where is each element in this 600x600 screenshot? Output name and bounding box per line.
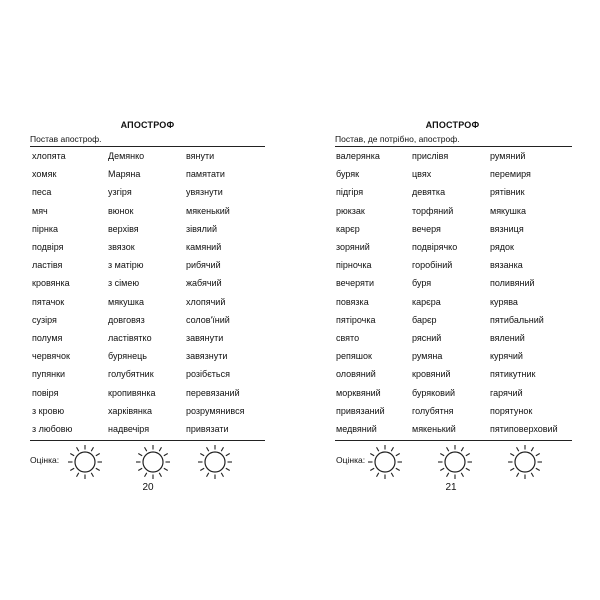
word-item: повіря bbox=[32, 387, 59, 398]
word-item: свято bbox=[336, 333, 360, 343]
word-item: рясний bbox=[412, 333, 442, 343]
word-item: хлопячий bbox=[186, 296, 226, 307]
word-item: солов'їний bbox=[186, 314, 230, 325]
word-item: пятибальний bbox=[490, 314, 544, 325]
word-item: румяна bbox=[412, 351, 443, 362]
word-item: кровяний bbox=[412, 369, 451, 380]
word-item: ластівя bbox=[32, 260, 63, 271]
word-item: пірночка bbox=[336, 260, 372, 271]
page-title: АПОСТРОФ bbox=[120, 120, 175, 130]
word-item: привязати bbox=[186, 424, 229, 434]
word-item: репяшок bbox=[336, 351, 372, 362]
word-item: надвечіря bbox=[108, 424, 150, 434]
word-item: кровянка bbox=[32, 278, 70, 289]
word-item: подвіря bbox=[32, 242, 64, 252]
word-item: барєр bbox=[412, 314, 437, 325]
word-item: буря bbox=[412, 278, 432, 289]
word-item: хомяк bbox=[32, 169, 57, 180]
word-item: вюнок bbox=[108, 205, 134, 216]
word-item: подвірячко bbox=[412, 242, 458, 252]
word-item: вечеря bbox=[412, 223, 441, 234]
word-item: мякушка bbox=[108, 296, 144, 307]
word-item: завязнути bbox=[186, 351, 228, 362]
word-item: верхівя bbox=[108, 223, 139, 234]
bottom-divider bbox=[335, 440, 572, 441]
word-item: прислівя bbox=[412, 151, 449, 161]
word-item: зівялий bbox=[186, 223, 217, 234]
word-item: буряковий bbox=[412, 387, 456, 398]
word-item: рядок bbox=[490, 242, 514, 252]
sun-icon bbox=[506, 443, 544, 481]
page-number: 21 bbox=[445, 482, 457, 493]
word-item: увязнути bbox=[186, 187, 223, 198]
word-item: горобіний bbox=[412, 260, 453, 271]
word-item: підгіря bbox=[336, 187, 364, 198]
word-item: торфяний bbox=[412, 205, 454, 216]
word-item: песа bbox=[32, 187, 52, 198]
word-item: сузіря bbox=[32, 314, 57, 325]
word-item: розібється bbox=[186, 369, 230, 380]
word-item: Маряна bbox=[108, 169, 141, 180]
word-item: голубятник bbox=[108, 369, 154, 380]
word-item: валерянка bbox=[336, 151, 380, 161]
word-item: рятівник bbox=[490, 187, 525, 198]
word-item: порятунок bbox=[490, 405, 533, 416]
page-title: АПОСТРОФ bbox=[425, 120, 480, 130]
word-item: пятачок bbox=[32, 296, 65, 307]
word-item: пятиповерховий bbox=[490, 424, 558, 434]
word-item: пупянки bbox=[32, 369, 66, 380]
sun-icon bbox=[366, 443, 404, 481]
word-item: Демянко bbox=[108, 151, 145, 161]
word-item: завянути bbox=[186, 333, 224, 343]
word-item: червячок bbox=[32, 351, 70, 362]
word-item: довговяз bbox=[108, 314, 145, 325]
word-item: рибячий bbox=[186, 260, 221, 271]
word-item: вянути bbox=[186, 151, 215, 161]
word-item: з любовю bbox=[32, 424, 73, 434]
word-item: мяч bbox=[32, 205, 48, 216]
word-item: з сімею bbox=[108, 278, 140, 289]
word-item: звязок bbox=[108, 242, 135, 252]
word-item: повязка bbox=[336, 296, 369, 307]
score-label: Оцінка: bbox=[30, 455, 60, 465]
top-divider bbox=[30, 146, 265, 147]
word-item: вязниця bbox=[490, 223, 524, 234]
word-item: голубятня bbox=[412, 405, 454, 416]
word-item: карєра bbox=[412, 296, 441, 307]
sun-icon bbox=[66, 443, 104, 481]
word-item: з кровю bbox=[32, 405, 65, 416]
word-item: поливяний bbox=[490, 278, 535, 289]
word-item: буряк bbox=[336, 169, 360, 180]
word-item: рюкзак bbox=[336, 205, 365, 216]
word-item: мякенький bbox=[186, 205, 230, 216]
word-item: медвяний bbox=[336, 424, 377, 434]
word-item: пірнка bbox=[32, 223, 58, 234]
instruction: Постав, де потрібно, апостроф. bbox=[335, 134, 460, 144]
page-number: 20 bbox=[142, 482, 154, 493]
word-item: мякушка bbox=[490, 205, 526, 216]
word-item: цвях bbox=[412, 169, 432, 180]
word-item: узгіря bbox=[108, 187, 132, 198]
top-divider bbox=[335, 146, 572, 147]
word-item: вязанка bbox=[490, 260, 523, 271]
sun-icon bbox=[436, 443, 474, 481]
word-item: курячий bbox=[490, 351, 523, 362]
word-item: ластівятко bbox=[108, 333, 152, 343]
word-item: харківянка bbox=[108, 405, 153, 416]
word-item: кропивянка bbox=[108, 387, 156, 398]
word-item: з матірю bbox=[108, 260, 144, 271]
sun-icon bbox=[134, 443, 172, 481]
word-item: вечеряти bbox=[336, 278, 375, 289]
word-item: пятірочка bbox=[336, 314, 376, 325]
word-item: бурянець bbox=[108, 351, 147, 362]
word-item: вялений bbox=[490, 333, 525, 343]
word-item: морквяний bbox=[336, 387, 381, 398]
word-item: хлопята bbox=[32, 151, 66, 161]
bottom-divider bbox=[30, 440, 265, 441]
word-item: розрумянився bbox=[186, 405, 245, 416]
score-label: Оцінка: bbox=[336, 455, 366, 465]
word-item: камяний bbox=[186, 242, 222, 252]
instruction: Постав апостроф. bbox=[30, 134, 102, 144]
word-item: оловяний bbox=[336, 369, 376, 380]
word-item: перевязаний bbox=[186, 387, 240, 398]
word-item: жабячий bbox=[186, 278, 222, 289]
word-item: румяний bbox=[490, 151, 526, 161]
word-item: перемиря bbox=[490, 169, 531, 180]
word-item: привязаний bbox=[336, 405, 385, 416]
right-page bbox=[300, 0, 600, 600]
word-item: полумя bbox=[32, 333, 63, 343]
word-item: памятати bbox=[186, 169, 225, 180]
word-item: карєр bbox=[336, 223, 360, 234]
word-item: гарячий bbox=[490, 387, 523, 398]
word-item: зоряний bbox=[336, 242, 370, 252]
word-item: пятикутник bbox=[490, 369, 536, 380]
word-item: девятка bbox=[412, 187, 446, 198]
word-item: курява bbox=[490, 296, 518, 307]
sun-icon bbox=[196, 443, 234, 481]
word-item: мякенький bbox=[412, 424, 456, 434]
